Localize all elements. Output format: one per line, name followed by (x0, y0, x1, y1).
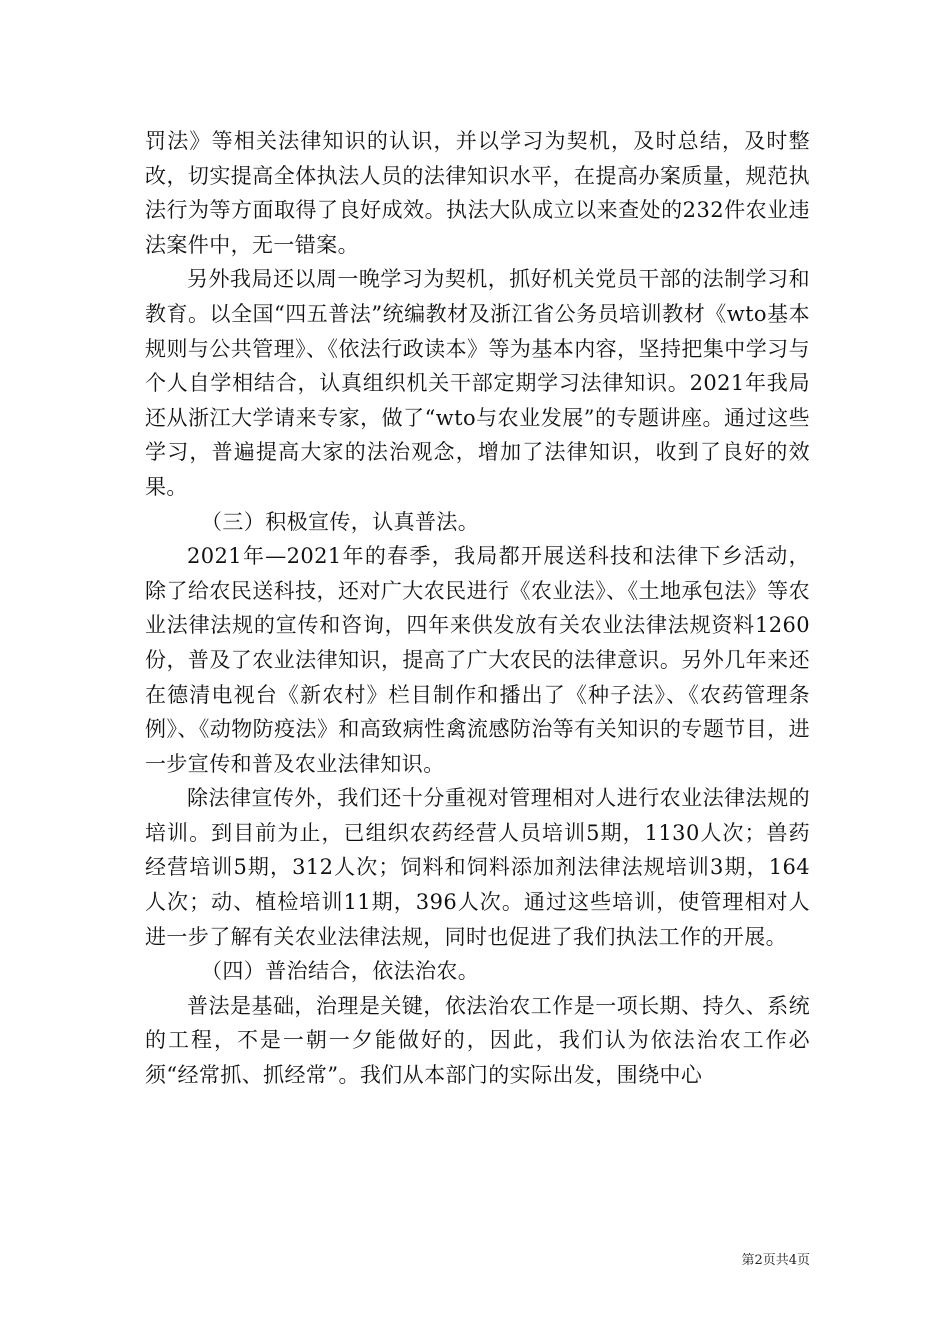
section-heading-4: （四）普治结合，依法治农。 (201, 959, 480, 984)
paragraph-publicity: 2021年—2021年的春季，我局都开展送科技和法律下乡活动，除了给农民送科技，还对广大农民进行《农业法》、《土地承包法》等农业法律法规的宣传和咨询，四年来供发放有关农业法律法规资料1260份，普及了农业法律知识，提高了广大农民的法律意识。另外几年来还在德清电视台《新农村》栏目制作和播出了《种子法》、《农药管理条例》、《动物防疫法》和高致病性禽流感防治等有关知识的专题节目，进一步宣传和普及农业法律知识。 (145, 544, 810, 776)
paragraph-continued: 罚法》等相关法律知识的认识，并以学习为契机，及时总结，及时整改，切实提高全体执法人员的法律知识水平，在提高办案质量，规范执法行为等方面取得了良好成效。执法大队成立以来查处的232件农业违法案件中，无一错案。 (145, 129, 810, 257)
paragraph-governance: 普法是基础，治理是关键，依法治农工作是一项长期、持久、系统的工程，不是一朝一夕能做好的，因此，我们认为依法治农工作必须“经常抓、抓经常”。我们从本部门的实际出发，围绕中心 (145, 993, 810, 1088)
section-heading-3: （三）积极宣传，认真普法。 (201, 509, 480, 534)
page-number-footer: 第2页共4页 (741, 1253, 810, 1268)
paragraph-study: 另外我局还以周一晚学习为契机，抓好机关党员干部的法制学习和教育。以全国“四五普法”统编教材及浙江省公务员培训教材《wto基本规则与公共管理》、《依法行政读本》等为基本内容，坚持把集中学习与个人自学相结合，认真组织机关干部定期学习法律知识。2021年我局还从浙江大学请来专家，做了“wto与农业发展”的专题讲座。通过这些学习，普遍提高大家的法治观念，增加了法律知识，收到了良好的效果。 (145, 267, 810, 499)
paragraph-training: 除法律宣传外，我们还十分重视对管理相对人进行农业法律法规的培训。到目前为止，已组织农药经营人员培训5期，1130人次；兽药经营培训5期，312人次；饲料和饲料添加剂法律法规培训3期，164人次；动、植检培训11期，396人次。通过这些培训，使管理相对人进一步了解有关农业法律法规，同时也促进了我们执法工作的开展。 (145, 786, 810, 949)
document-body (145, 124, 810, 1093)
